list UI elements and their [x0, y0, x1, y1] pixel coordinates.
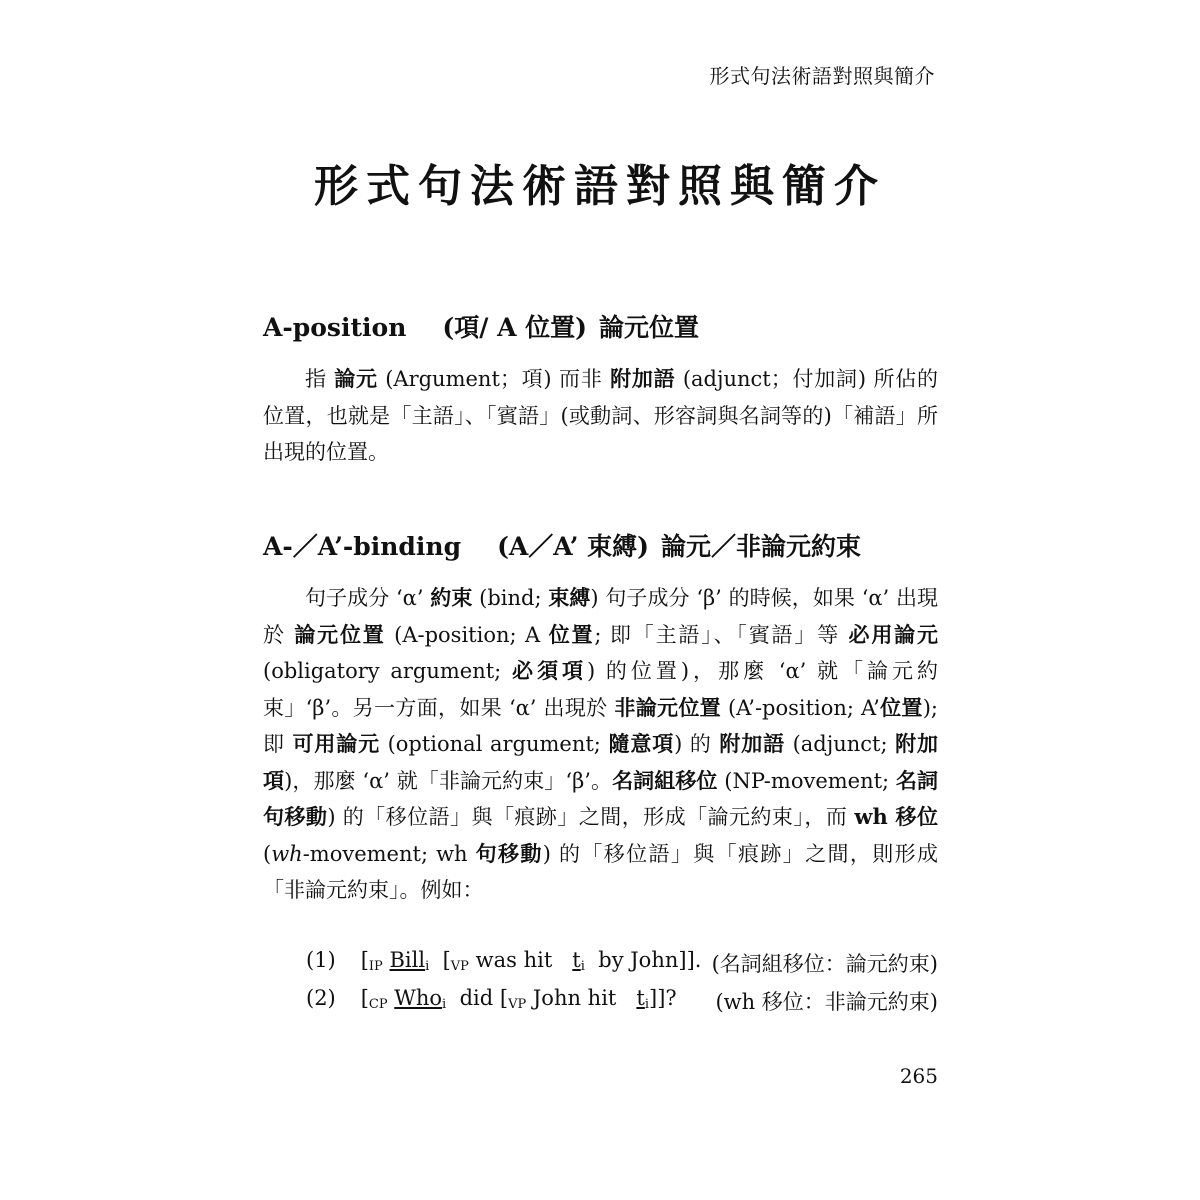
text: (obligatory argument; — [263, 659, 512, 683]
heading-chinese-term: 論元位置 — [599, 313, 700, 342]
text: did [ — [459, 986, 509, 1010]
term: 附加語 — [719, 731, 786, 756]
index-subscript: i — [425, 959, 430, 974]
heading-english: A-position — [263, 313, 407, 342]
text: ) 句子成分 ‘β’ 的時候，如果 ‘α’ 出現於 — [263, 586, 939, 647]
label-subscript: IP — [368, 959, 383, 974]
term: wh 移位 — [854, 804, 939, 829]
label-subscript: VP — [508, 997, 527, 1012]
text: (A’-position; A’ — [721, 695, 880, 720]
label-subscript: CP — [368, 997, 388, 1012]
term: 附加語 — [610, 366, 676, 391]
text: ( — [263, 841, 272, 866]
text: ) 的位置)，那麼 ‘α’ 就「論元約束」‘β’。另一方面，如果 ‘α’ 出現於 — [263, 659, 939, 720]
bracket: [ — [442, 948, 451, 972]
term: 名詞句移動 — [263, 767, 938, 829]
term: 必須項 — [511, 658, 587, 683]
page-title: 形式句法術語對照與簡介 — [314, 161, 886, 212]
text: (Argument；項) 而非 — [377, 367, 611, 391]
paragraph-binding — [263, 580, 938, 909]
text: ) 的 — [674, 732, 720, 756]
text: (NP-movement; — [717, 768, 896, 793]
term: 束縛 — [548, 585, 591, 610]
italic-term: wh — [271, 841, 303, 866]
section-heading-binding — [263, 527, 938, 563]
example-2 — [306, 986, 938, 1014]
text: by John]]. — [598, 948, 702, 972]
heading-translation: (項/ A 位置) — [442, 313, 587, 342]
text: ]]? — [649, 986, 677, 1010]
example-number: (2) — [306, 986, 336, 1010]
text: ) 的「移位語」與「痕跡」之間，形成「論元約束」，而 — [327, 805, 855, 829]
term: 可用論元 — [292, 731, 381, 756]
text: ) 的「移位語」與「痕跡」之間，則形成「非論元約束」。例如： — [263, 841, 938, 902]
term: 必用論元 — [848, 621, 939, 647]
text: (adjunct；付加詞) 所佔的位置，也就是「主語」、「賓語」(或動詞、形容詞與名詞等的)「補語」所出現的位置。 — [263, 367, 938, 464]
bracket: [ — [360, 948, 369, 972]
index-subscript: i — [580, 959, 585, 974]
section-heading-a-position — [263, 308, 938, 344]
text: John hit — [532, 986, 617, 1010]
term: 名詞組移位 — [612, 767, 718, 793]
index-subscript: i — [442, 997, 447, 1012]
moved-element: Bill — [389, 948, 426, 972]
term: 非論元位置 — [614, 694, 721, 720]
text: -movement; wh — [302, 841, 476, 866]
text: 句子成分 ‘α’ — [305, 586, 431, 610]
trace: t — [636, 986, 645, 1010]
page-number: 265 — [899, 1064, 938, 1088]
heading-translation: (A／A’ 束縛) — [497, 532, 649, 561]
term: 論元 — [334, 366, 378, 391]
running-header: 形式句法術語對照與簡介 — [709, 64, 935, 88]
text: was hit — [475, 948, 553, 972]
paragraph-a-position — [263, 361, 938, 471]
term: 附加項 — [263, 731, 939, 793]
moved-element: Who — [394, 986, 443, 1010]
term: 隨意項 — [608, 731, 675, 756]
example-number: (1) — [306, 948, 336, 972]
heading-chinese-term: 論元／非論元約束 — [660, 532, 861, 561]
term: 論元位置 — [294, 621, 386, 647]
text: ; 即「主語」、「賓語」等 — [594, 622, 849, 647]
term: 位置 — [879, 694, 923, 720]
term: 約束 — [430, 585, 473, 610]
bracket: [ — [360, 986, 369, 1010]
text: (A-position; A — [385, 622, 549, 647]
text: (optional argument; — [380, 732, 609, 756]
example-comment: (名詞組移位：論元約束) — [711, 952, 938, 976]
label-subscript: VP — [450, 959, 469, 974]
text: (adjunct; — [785, 732, 896, 756]
example-1 — [306, 948, 938, 976]
trace: t — [572, 948, 581, 972]
text: (bind; — [472, 586, 549, 610]
term: 位置 — [548, 621, 595, 647]
text: ); 即 — [263, 695, 938, 756]
heading-english: A-／A’-binding — [263, 532, 462, 561]
term: 句移動 — [475, 840, 543, 866]
text: )，那麼 ‘α’ 就「非論元約束」‘β’。 — [284, 768, 613, 793]
index-subscript: i — [644, 997, 650, 1012]
example-comment: (wh 移位：非論元約束) — [715, 990, 938, 1014]
text: 指 — [305, 367, 335, 391]
